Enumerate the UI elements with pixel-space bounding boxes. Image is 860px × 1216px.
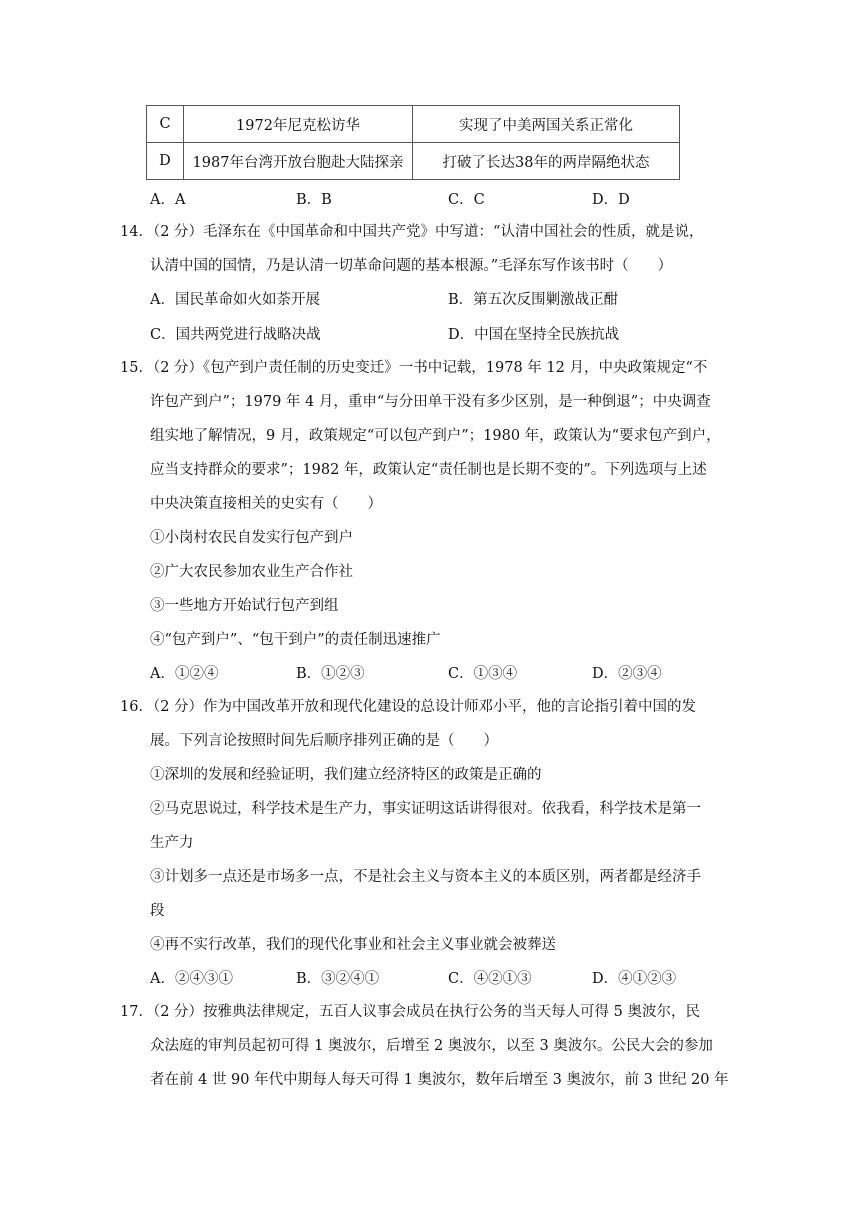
q17-stem-line: 众法庭的审判员起初可得 1 奥波尔，后增至 2 奥波尔，以至 3 奥波尔。公民大会的参加 xyxy=(150,1038,713,1054)
row-result: 实现了中美两国关系正常化 xyxy=(413,106,680,143)
q16-options xyxy=(150,969,710,989)
q14-stem-line: 14．（2 分）毛泽东在《中国革命和中国共产党》中写道：“认清中国社会的性质，就是说， xyxy=(120,224,704,240)
q14-options xyxy=(150,290,710,346)
q14-option-b[interactable]: B．第五次反围剿激战正酣 xyxy=(448,292,619,308)
row-event: 1972年尼克松访华 xyxy=(184,106,413,143)
q15-option-b[interactable]: B．①②③ xyxy=(296,666,365,682)
q15-stem-line: 中央决策直接相关的史实有（ ） xyxy=(150,496,382,512)
row-key: D xyxy=(147,143,184,180)
q15-option-d[interactable]: D．②③④ xyxy=(592,666,662,682)
q15-stem-line: 许包产到户”；1979 年 4 月，重申“与分田单干没有多少区别，是一种倒退”；中央调查 xyxy=(150,394,711,410)
q16-option-b[interactable]: B．③②④① xyxy=(296,971,380,987)
row-key: C xyxy=(147,106,184,143)
row-event: 1987年台湾开放台胞赴大陆探亲 xyxy=(184,143,413,180)
row-result: 打破了长达38年的两岸隔绝状态 xyxy=(413,143,680,180)
q15-item: ②广大农民参加农业生产合作社 xyxy=(150,564,353,580)
q17-stem-line: 17．（2 分）按雅典法律规定，五百人议事会成员在执行公务的当天每人可得 5 奥波尔，民 xyxy=(120,1004,700,1020)
q15-stem-line: 15．（2 分）《包产到户责任制的历史变迁》一书中记载，1978 年 12 月，中央政策规定“不 xyxy=(120,360,708,376)
table-row xyxy=(147,143,680,180)
q16-option-a[interactable]: A．②④③① xyxy=(150,971,233,987)
q13-options xyxy=(150,190,710,210)
q16-item: 生产力 xyxy=(150,835,194,851)
q13-option-d[interactable]: D．D xyxy=(592,192,630,208)
q15-option-c[interactable]: C．①③④ xyxy=(448,666,518,682)
q16-item: ③计划多一点还是市场多一点，不是社会主义与资本主义的本质区别，两者都是经济手 xyxy=(150,869,701,885)
q16-option-d[interactable]: D．④①②③ xyxy=(592,971,677,987)
q16-item: ②马克思说过，科学技术是生产力，事实证明这话讲得很对。依我看，科学技术是第一 xyxy=(150,801,701,817)
q17-stem-line: 者在前 4 世 90 年代中期每人每天可得 1 奥波尔，数年后增至 3 奥波尔，前 3 世纪 20 年 xyxy=(150,1072,729,1088)
q16-stem-line: 16．（2 分）作为中国改革开放和现代化建设的总设计师邓小平，他的言论指引着中国的发 xyxy=(120,699,697,715)
q14-option-c[interactable]: C．国共两党进行战略决战 xyxy=(150,327,321,343)
q15-item: ④“包产到户”、“包干到户”的责任制迅速推广 xyxy=(150,632,441,648)
q15-options xyxy=(150,664,710,684)
q15-item: ③一些地方开始试行包产到组 xyxy=(150,598,339,614)
q13-option-b[interactable]: B．B xyxy=(296,192,332,208)
q16-stem-line: 展。下列言论按照时间先后顺序排列正确的是（ ） xyxy=(150,733,498,749)
q13-option-c[interactable]: C．C xyxy=(448,192,485,208)
q13-option-a[interactable]: A．A xyxy=(150,192,186,208)
q14-stem-line: 认清中国的国情，乃是认清一切革命问题的基本根源。”毛泽东写作该书时（ ） xyxy=(150,258,673,274)
q16-item: ①深圳的发展和经验证明，我们建立经济特区的政策是正确的 xyxy=(150,767,542,783)
q15-item: ①小岗村农民自发实行包产到户 xyxy=(150,530,353,546)
options-table xyxy=(146,105,680,180)
q15-option-a[interactable]: A．①②④ xyxy=(150,666,219,682)
q14-option-d[interactable]: D．中国在坚持全民族抗战 xyxy=(448,327,620,343)
q15-stem-line: 应当支持群众的要求”；1982 年，政策认定“责任制也是长期不变的”。下列选项与上述 xyxy=(150,462,707,478)
q15-stem-line: 组实地了解情况，9 月，政策规定“可以包产到户”；1980 年，政策认为“要求包产到户， xyxy=(150,428,721,444)
q16-item: 段 xyxy=(150,903,165,919)
table-row xyxy=(147,106,680,143)
q16-item: ④再不实行改革，我们的现代化事业和社会主义事业就会被葬送 xyxy=(150,937,556,953)
q16-option-c[interactable]: C．④②①③ xyxy=(448,971,532,987)
q14-option-a[interactable]: A．国民革命如火如荼开展 xyxy=(150,292,320,308)
